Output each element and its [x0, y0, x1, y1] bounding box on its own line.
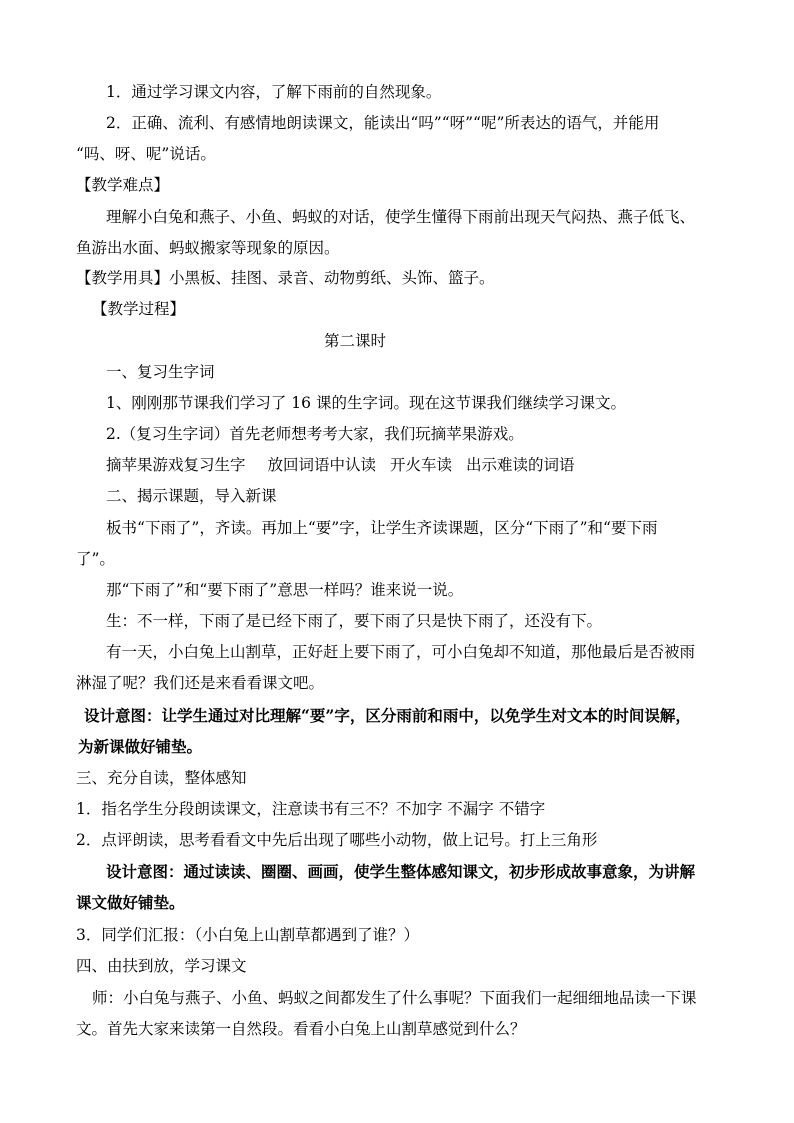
difficulty-line-2: 鱼游出水面、蚂蚁搬家等现象的原因。	[76, 239, 340, 257]
section-1-activities	[106, 455, 575, 475]
teaching-tools: 【教学用具】小黑板、挂图、录音、动物剪纸、头饰、篮子。	[76, 269, 495, 287]
section-2-paragraph-4-line-2: 淋湿了呢？我们还是来看看课文吧。	[76, 674, 325, 692]
section-3-design-intent-line-1: 设计意图：通过读读、圈圈、画画，使学生整体感知课文，初步形成故事意象，为讲解	[106, 862, 696, 881]
section-4-title: 四、由扶到放，学习课文	[76, 957, 247, 975]
activity-1: 摘苹果游戏复习生字	[106, 456, 246, 474]
section-2-paragraph-4-line-1: 有一天，小白兔上山割草，正好赶上要下雨了，可小白兔却不知道，那他最后是否被雨	[106, 643, 696, 661]
section-3-item-1: 1．指名学生分段朗读课文，注意读书有三不？不加字 不漏字 不错字	[76, 800, 546, 818]
section-3-title: 三、充分自读，整体感知	[76, 769, 247, 787]
section-2-design-intent-line-1: 设计意图：让学生通过对比理解“要”字，区分雨前和雨中，以免学生对文本的时间误解，	[84, 706, 691, 725]
objective-1: 1．通过学习课文内容，了解下雨前的自然现象。	[106, 83, 442, 101]
section-1-title: 一、复习生字词	[106, 363, 215, 381]
section-1-paragraph-2: 2.（复习生字词）首先老师想考考大家，我们玩摘苹果游戏。	[106, 425, 524, 443]
section-2-design-intent-line-2: 为新课做好铺垫。	[78, 737, 203, 756]
lesson-title: 第二课时	[324, 332, 387, 350]
section-4-paragraph-line-2: 文。首先大家来读第一自然段。看看小白兔上山割草感觉到什么？	[76, 1020, 526, 1038]
section-2-paragraph-2: 那“下雨了”和“要下雨了”意思一样吗？谁来说一说。	[106, 581, 464, 599]
section-3-design-intent-line-2: 课文做好铺垫。	[76, 893, 185, 912]
activity-3: 开火车读	[390, 456, 453, 474]
activity-2: 放回词语中认读	[267, 456, 377, 474]
section-3-item-3: 3．同学们汇报：（小白兔上山割草都遇到了谁？）	[76, 926, 420, 944]
section-2-paragraph-1-line-2: 了”。	[76, 550, 115, 568]
process-heading: 【教学过程】	[92, 300, 186, 318]
section-4-paragraph-line-1: 师：小白兔与燕子、小鱼、蚂蚁之间都发生了什么事呢？下面我们一起细细地品读一下课	[92, 989, 697, 1007]
section-2-paragraph-1-line-1: 板书“下雨了”，齐读。再加上“要”字，让学生齐读课题，区分“下雨了”和“要下雨	[106, 519, 658, 537]
activity-4: 出示难读的词语	[466, 456, 575, 474]
objective-2-line-2: “吗、呀、呢”说话。	[76, 145, 216, 163]
section-3-item-2: 2．点评朗读，思考看看文中先后出现了哪些小动物，做上记号。打上三角形	[76, 831, 598, 849]
section-2-paragraph-3: 生：不一样，下雨了是已经下雨了，要下雨了只是快下雨了，还没有下。	[106, 612, 603, 630]
objective-2-line-1: 2．正确、流利、有感情地朗读课文，能读出“吗”“呀”“呢”所表达的语气，并能用	[106, 114, 660, 132]
difficulty-heading: 【教学难点】	[76, 176, 170, 194]
difficulty-line-1: 理解小白兔和燕子、小鱼、蚂蚁的对话，使学生懂得下雨前出现天气闷热、燕子低飞、	[106, 208, 696, 226]
section-1-paragraph-1: 1、刚刚那节课我们学习了 16 课的生字词。现在这节课我们继续学习课文。	[106, 394, 626, 412]
section-2-title: 二、揭示课题，导入新课	[106, 487, 277, 505]
